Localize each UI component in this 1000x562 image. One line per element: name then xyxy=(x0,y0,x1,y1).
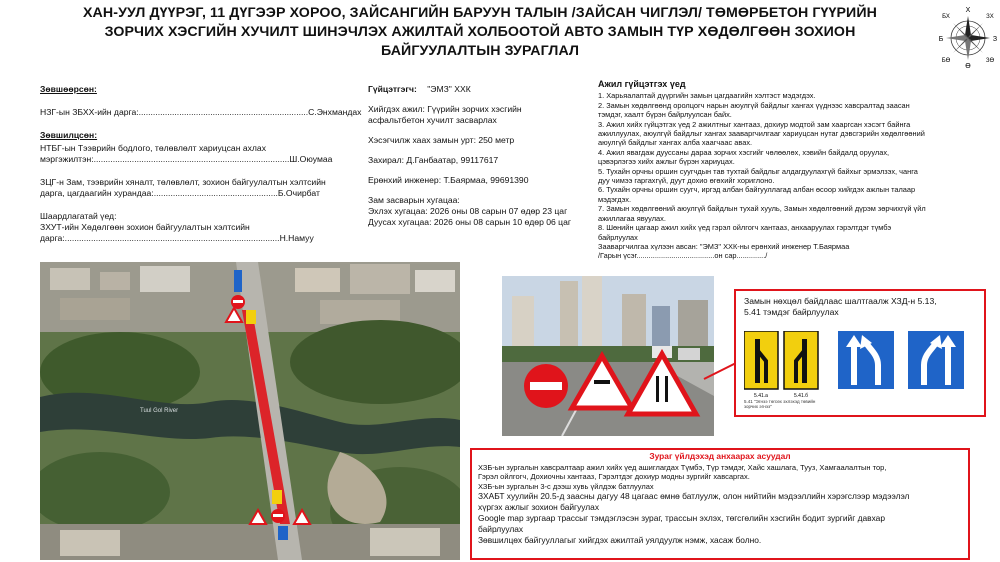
river-label: Tuul Gol River xyxy=(140,408,179,414)
compass-sw: БӨ xyxy=(941,58,951,64)
title-line-2: ЗОРЧИХ ХЭСГИЙН ХУЧИЛТ ШИНЭЧЛЭХ АЖИЛТАЙ ХОЛБООТОЙ АВТО ЗАМЫН ТҮР ХӨДӨЛГӨӨН ЗОХИОН xyxy=(104,24,856,40)
signature-line-b: /Гарын үсэг......................................он сар............../ xyxy=(598,251,768,261)
contractor-name: "ЭМЗ" ХХК xyxy=(427,84,471,94)
closure-length: Хэсэгчилж хаах замын урт: 250 метр xyxy=(368,135,515,145)
note-line-6: Google map зургаар трассыг тэмдэглэсэн зураг, трассын эхлэх, төгсгөлийн хэсгийн бодит зургийг давхар xyxy=(478,513,885,524)
signs-sub-note: 5.41 "Эгнээ төгсөх эхлэхэд төвийн зорчих эгнээ" xyxy=(744,399,816,409)
note-line-1: ХЗБ-ын зургалын хавсралтаар ажил хийх үед ашиглагдах Түмбэ, Түр тэмдэг, Хайс хашлага, Тууз, Хамгаалалтын тор, xyxy=(478,462,887,472)
instruction-4a: 4. Ажил явагдаж дууссаны дараа зорчих хэсгийг чөлөөлөх, хэвийн байдалд оруулах, xyxy=(598,147,890,157)
instruction-3b: ажиллуулах, аюулгүй байдлыг хангах зааваргчилгааг хариуцсан нутаг дэвсгэрийн хөдөлгөөний xyxy=(598,129,925,139)
compass-se: ЗӨ xyxy=(985,58,995,64)
site-photo xyxy=(502,276,714,436)
engineer-contact: Ерөнхий инженер: Т.Баярмаа, 99691390 xyxy=(368,175,529,185)
checked-block xyxy=(40,211,362,244)
instruction-2a: 2. Замын хөдөлгөөнд оролцогч нарын аюулгүй байдлыг хангах үүднээс хавсралтад заасан xyxy=(598,100,910,110)
note-line-4: ЗХАБТ хуулийн 20.5-д заасны дагуу 48 цагаас өмнө батлуулж, олон нийтийн мэдээллийн хэрэгслээр мэдээлэл xyxy=(478,491,910,502)
site-photo-image xyxy=(502,276,714,436)
duration-header: Зам засварын хугацаа: xyxy=(368,195,460,205)
compass-e: З xyxy=(992,36,998,43)
notes-panel xyxy=(470,448,970,560)
note-line-5: хүргэх ажлыг зохион байгуулах xyxy=(478,502,600,513)
approver-line: НЗГ-ын ЗБХХ-ийн дарга:.......................................................................С.Энхмандах xyxy=(40,107,362,117)
agreed-header: Зөвшилцсөн: xyxy=(40,130,98,140)
instruction-7a: 7. Замын хөдөлгөөний аюулгүй байдлын тухай хууль, Замын хөдөлгөөний дүрэм зөрчихгүй үйл xyxy=(598,204,926,214)
instruction-2b: тэмдэг, хаалт бүрэн байрлуулсан байх. xyxy=(598,110,732,120)
instruction-4b: цэвэрлэгээ хийх ажлыг бүрэн хариуцах. xyxy=(598,157,735,167)
signs-caption-line2: 5.41 тэмдэг байрлуулах xyxy=(744,307,839,317)
note-line-7: байрлуулах xyxy=(478,524,524,535)
signature-line-a: Зааваргчилгаа хүлээн авсан: "ЭМЗ" ХХК-ны ерөнхий инженер Т.Баярмаа xyxy=(598,241,850,251)
compass-n: Х xyxy=(965,7,971,14)
compass-rose-icon xyxy=(938,4,998,68)
instruction-6b: мэдэгдэх. xyxy=(598,194,632,204)
checked-line2: ЗХУТ-ийн Хөдөлгөөн зохион байгуулалтын хэлтсийн xyxy=(40,222,250,232)
note-line-2: Гэрэл ойлгогч, Дохиочны хантааз, Гэрэлтдэг дохиур модны зургийг хавсаргах. xyxy=(478,472,750,482)
checked-line3: дарга:..........................................................................................Н.Намуу xyxy=(40,233,314,243)
agreed2-line1: ЗЦГ-н Зам, тээврийн хяналт, төлөвлөлт, зохион байгуулалтын хэлтсийн xyxy=(40,177,326,187)
duration-block xyxy=(368,195,590,228)
work-order-section xyxy=(598,80,986,261)
agreed1-line1: НТБГ-ын Тээврийн бодлого, төлөвлөлт хариуцсан ахлах xyxy=(40,143,267,153)
compass-ne: ЗХ xyxy=(986,14,994,20)
instruction-8a: 8. Шөнийн цагаар ажил хийх үед гэрэл ойлгогч хантааз, анхааруулах гэрэлтдэг түмбэ xyxy=(598,223,892,233)
signs-caption-line1: Замын нөхцөл байдлаас шалтгаалж ХЗД-н 5.13, xyxy=(744,296,937,306)
instruction-6a: 6. Тухайн орчны оршин суугч, иргэд албан байгууллагад албан өсоор хийгдэх ажлын талаар xyxy=(598,185,916,195)
page-title xyxy=(40,4,920,61)
sign-label-541b: 5.41.б xyxy=(794,393,808,399)
duration-start: Эхлэх хугацаа: 2026 оны 08 сарын 07 өдөр 23 цаг xyxy=(368,206,568,216)
duration-end: Дуусах хугацаа: 2026 оны 08 сарын 10 өдөр 06 цаг xyxy=(368,217,572,227)
instruction-8b: байрлуулах xyxy=(598,232,638,242)
instruction-7b: ажиллагаа явуулах. xyxy=(598,213,666,223)
sign-label-541a: 5.41.а xyxy=(754,393,768,399)
work-line2: асфальтбетон хучилт засварлах xyxy=(368,115,497,125)
work-order-header: Ажил гүйцэтгэх үед xyxy=(598,79,686,89)
note-line-8: Зөвшилцөх байгууллагыг хийгдэх ажилтай уялдуулж нэмж, хасаж болно. xyxy=(478,535,762,546)
checked-line1: Шаардлагатай үед: xyxy=(40,211,117,221)
agreed-block-2 xyxy=(40,177,362,199)
instruction-3c: аюулгүй байдлыг хангах алба хаагчаас авах. xyxy=(598,138,753,148)
work-description xyxy=(368,104,590,126)
satellite-map-image xyxy=(40,262,460,560)
work-line1: Хийгдэх ажил: Гүүрийн зорчих хэсгийн xyxy=(368,104,522,114)
lane-sign-541a-icon xyxy=(744,331,778,389)
notes-header: Зураг үйлдэхэд анхаарах асуудал xyxy=(649,451,791,461)
agreed1-line2: мэргэжилтэн:..................................................................................Ш.Оюумаа xyxy=(40,154,333,164)
instruction-3a: 3. Ажил хийх гүйцэтгэх үед 2 ажилтныг хантааз, дохиур модтой зам хааргсан хэсэгт байнга xyxy=(598,119,911,129)
title-line-1: ХАН-УУЛ ДҮҮРЭГ, 11 ДҮГЭЭР ХОРОО, ЗАЙСАНГИЙН БАРУУН ТАЛЫН /ЗАЙСАН ЧИГЛЭЛ/ ТӨМӨРБЕТОН ГҮҮРИЙН xyxy=(82,5,877,21)
contractor-label: Гүйцэтгэгч: xyxy=(368,84,417,94)
manager-contact: Захирал: Д.Ганбаатар, 99117617 xyxy=(368,155,499,165)
title-line-3: БАЙГУУЛАЛТЫН ЗУРАГЛАЛ xyxy=(380,43,580,59)
signs-caption xyxy=(736,291,984,318)
contractor-section xyxy=(368,84,590,228)
contractor-row xyxy=(368,84,590,95)
compass-s: Ө xyxy=(965,63,971,68)
instruction-5b: дуу чимээ гаргахгүй, дуут дохио өгөхийг хориглоно. xyxy=(598,176,775,186)
agreed-block-1 xyxy=(40,143,362,165)
compass-w: Б xyxy=(938,36,944,43)
compass-nw: БХ xyxy=(942,14,950,20)
note-line-3: ХЗБ-ын зургалын 3-с дээш хувь үйлдэж батлуулах xyxy=(478,481,654,491)
approval-section xyxy=(40,84,362,256)
instruction-1: 1. Харьяалаптай дүүргийн замын цагдаагийн хэлтэст мэдэгдэх. xyxy=(598,91,816,101)
approval-header: Зөвшөөрсөн: xyxy=(40,84,97,94)
instruction-5a: 5. Тухайн орчны оршин суугчдын тав тухтай байдлыг алдагдуулахгүй байхыг эрмэлзэх, чанга xyxy=(598,166,918,176)
satellite-map xyxy=(40,262,460,560)
agreed2-line2: дарга, цагдаагийн хурандаа:....................................................Б.Очирбат xyxy=(40,188,320,198)
signs-row xyxy=(744,331,982,401)
lane-sign-541b-icon xyxy=(784,331,818,389)
road-signs-panel xyxy=(734,289,986,417)
